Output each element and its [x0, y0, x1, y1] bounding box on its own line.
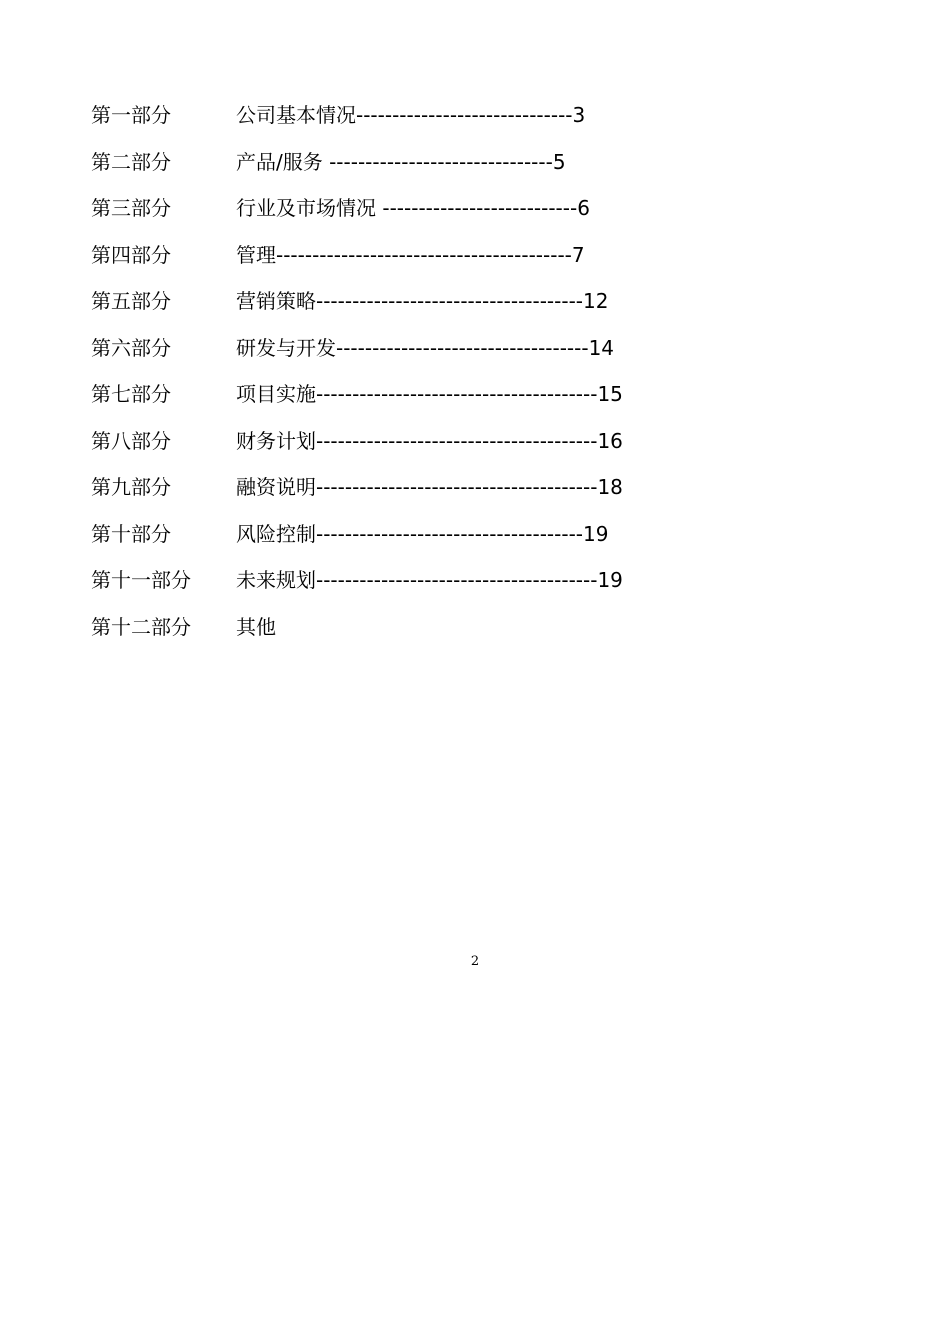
toc-entry[interactable] — [91, 191, 811, 238]
toc-part-title: 财务计划---------------------------------------16 — [236, 428, 623, 453]
toc-part-number: 第五部分 — [91, 289, 171, 313]
toc-entry[interactable] — [91, 238, 811, 285]
toc-part-title: 产品/服务 -------------------------------5 — [236, 149, 566, 174]
toc-entry[interactable] — [91, 145, 811, 192]
toc-entry[interactable] — [91, 424, 811, 471]
toc-part-title: 未来规划---------------------------------------19 — [236, 568, 623, 592]
toc-part-number: 第三部分 — [91, 196, 171, 220]
toc-part-title: 风险控制-------------------------------------19 — [236, 521, 609, 546]
toc-part-number: 第十一部分 — [91, 568, 191, 592]
toc-part-title: 营销策略-------------------------------------12 — [236, 289, 609, 313]
toc-part-number: 第十部分 — [91, 521, 171, 546]
toc-entry[interactable] — [91, 284, 811, 331]
toc-part-title: 行业及市场情况 ---------------------------6 — [236, 196, 590, 220]
toc-part-title: 公司基本情况------------------------------3 — [236, 103, 586, 127]
toc-part-title: 其他 — [236, 614, 276, 639]
toc-entry[interactable] — [91, 470, 811, 517]
toc-part-number: 第十二部分 — [91, 614, 191, 639]
toc-part-title: 研发与开发-----------------------------------14 — [236, 335, 615, 360]
toc-entry[interactable] — [91, 331, 811, 378]
table-of-contents — [91, 98, 811, 656]
page-number: 2 — [470, 954, 480, 969]
toc-entry[interactable] — [91, 98, 811, 145]
toc-entry[interactable] — [91, 377, 811, 424]
toc-part-number: 第一部分 — [91, 103, 171, 127]
toc-part-number: 第四部分 — [91, 242, 171, 267]
toc-part-number: 第八部分 — [91, 428, 171, 453]
toc-entry[interactable] — [91, 517, 811, 564]
toc-entry[interactable] — [91, 610, 811, 657]
toc-part-title: 项目实施---------------------------------------15 — [236, 382, 623, 406]
toc-entry[interactable] — [91, 563, 811, 610]
toc-part-number: 第六部分 — [91, 335, 171, 360]
toc-part-number: 第二部分 — [91, 149, 171, 174]
toc-part-number: 第九部分 — [91, 475, 171, 499]
toc-part-title: 融资说明---------------------------------------18 — [236, 475, 623, 499]
toc-part-number: 第七部分 — [91, 382, 171, 406]
toc-part-title: 管理-----------------------------------------7 — [236, 242, 585, 267]
